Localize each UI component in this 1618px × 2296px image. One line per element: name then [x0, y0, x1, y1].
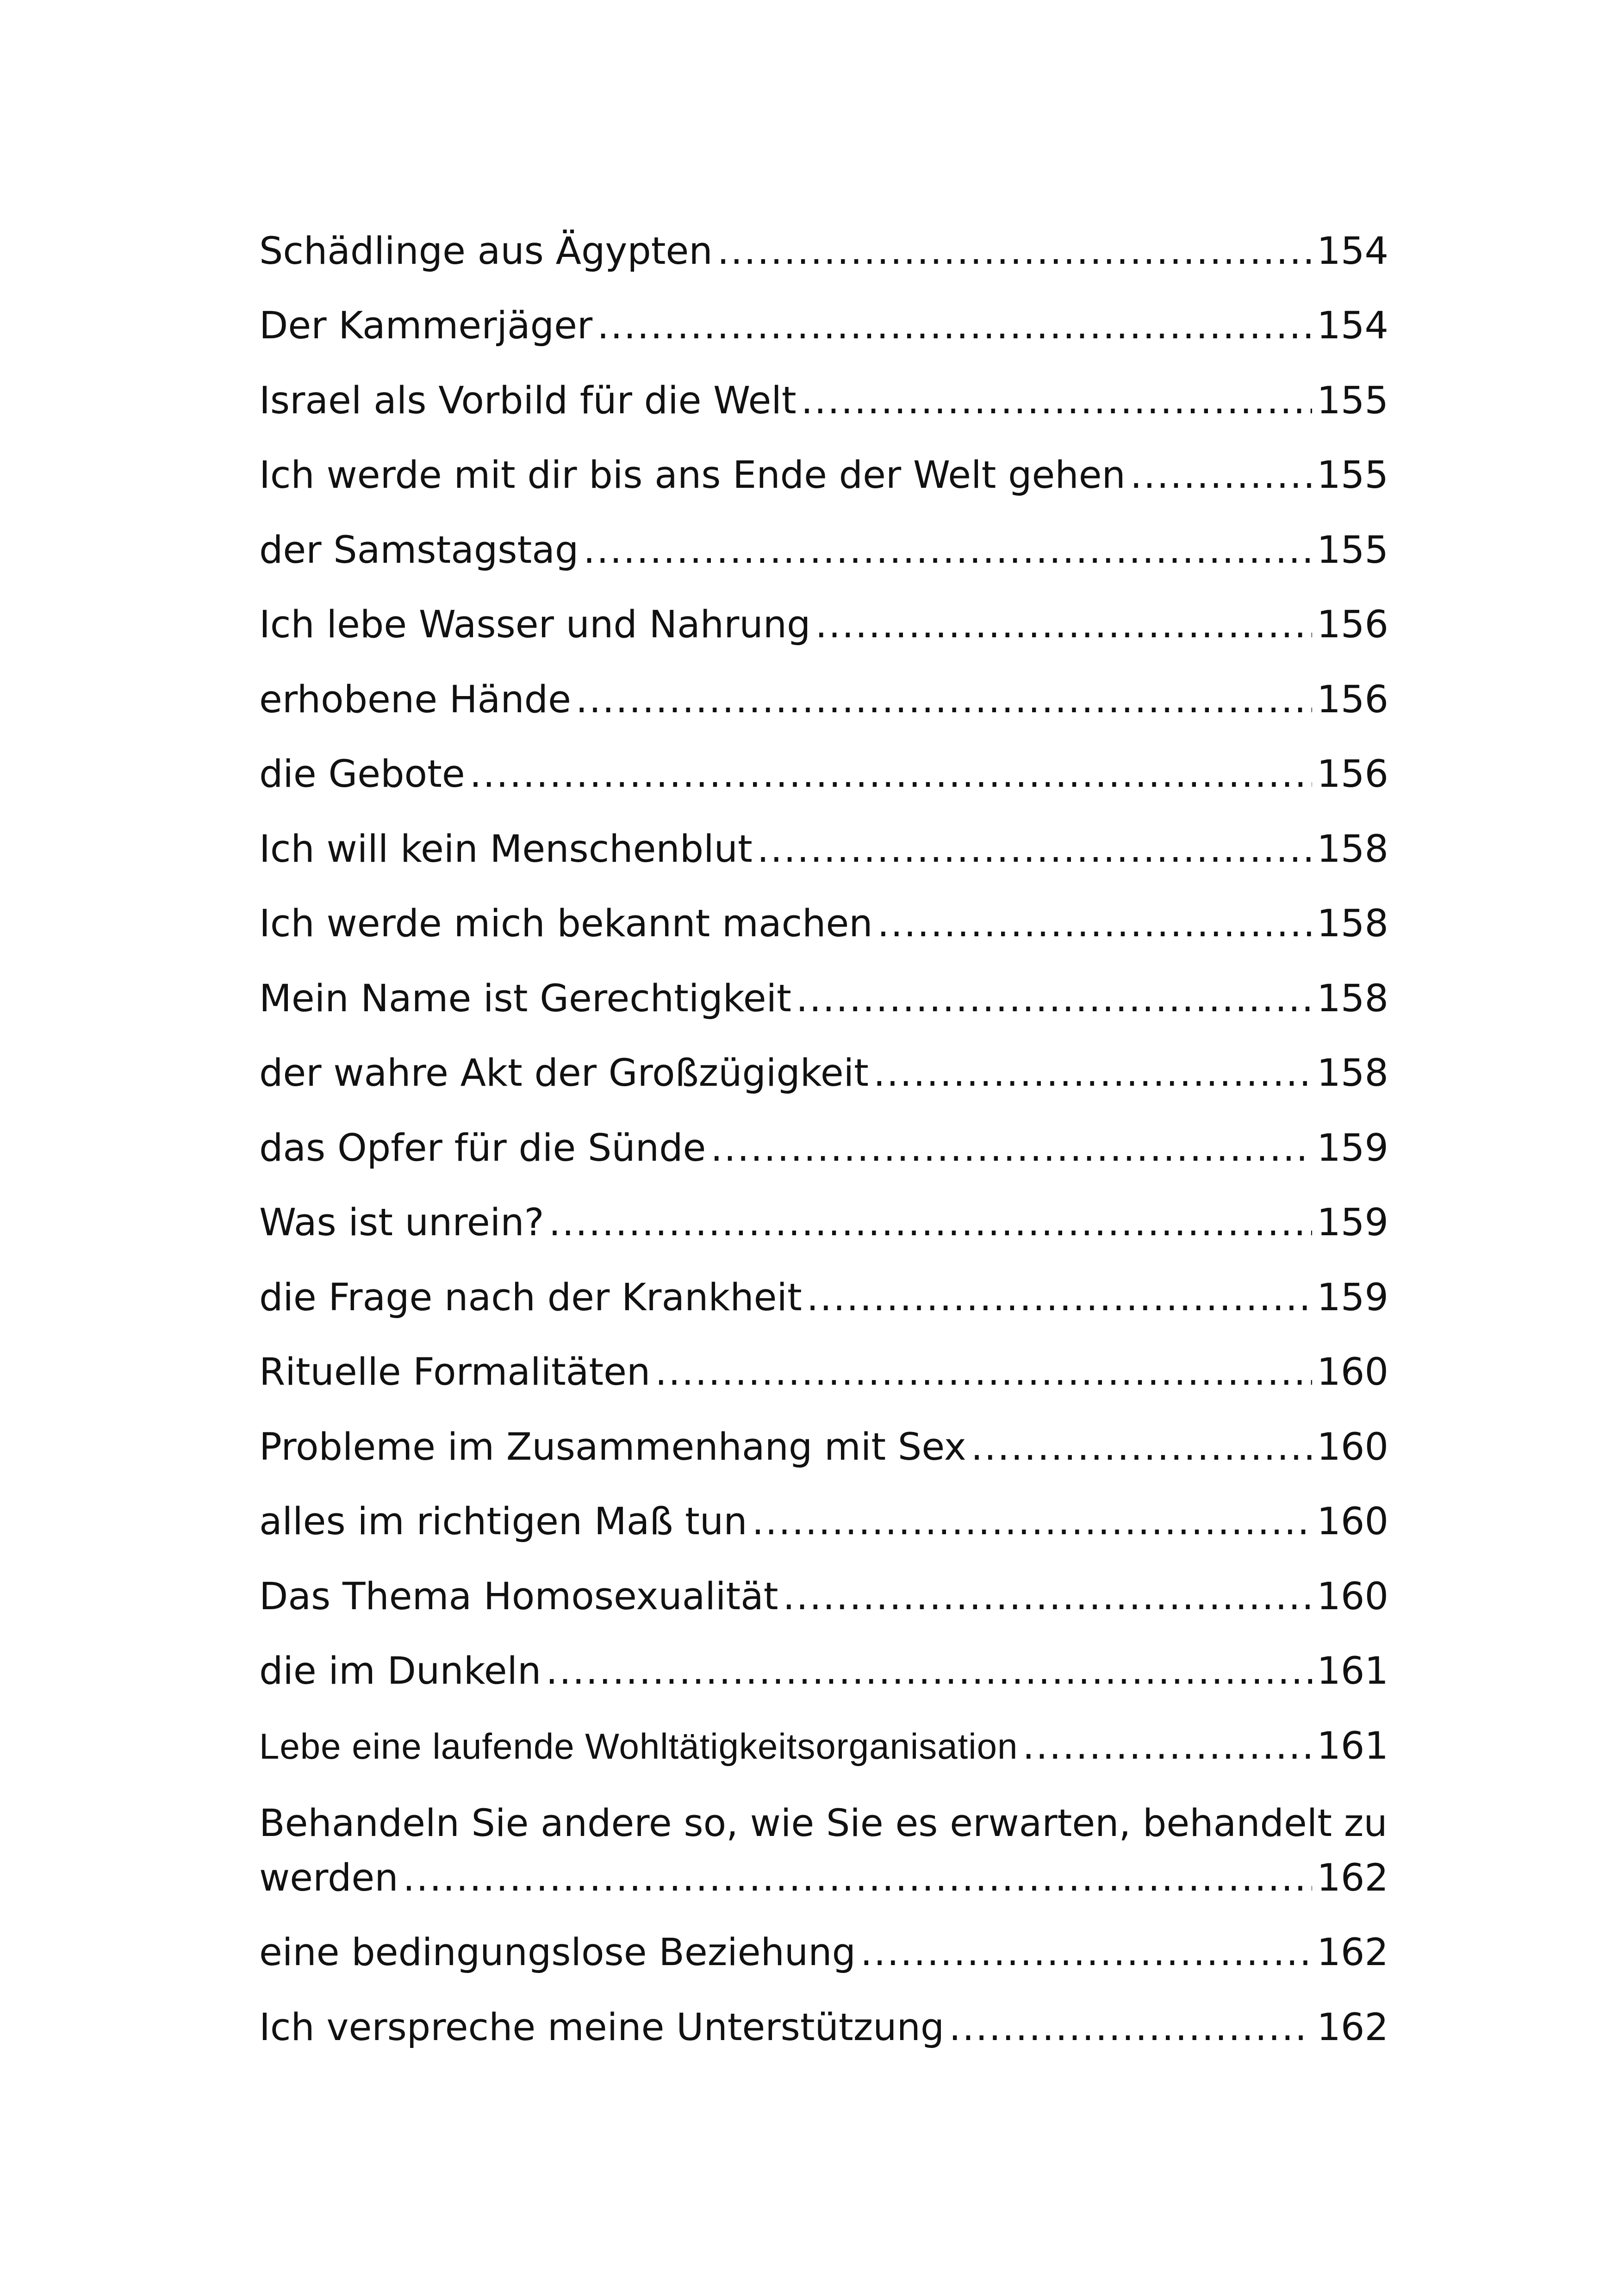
- toc-leader-dots: [757, 822, 1313, 877]
- toc-leader-dots: [807, 1270, 1313, 1325]
- toc-entry-page: 154: [1317, 229, 1388, 273]
- toc-leader-dots: [1130, 448, 1312, 503]
- toc-entry-page: 160: [1317, 1574, 1388, 1618]
- toc-entry-title: die Gebote: [259, 753, 465, 796]
- toc-entry[interactable]: [259, 1905, 1388, 1980]
- toc-entry-title: Rituelle Formalitäten: [259, 1350, 651, 1394]
- toc-entry-title: der wahre Akt der Großzügigkeit: [259, 1052, 869, 1095]
- toc-leader-dots: [710, 1121, 1312, 1176]
- toc-entry-page: 159: [1317, 1276, 1388, 1319]
- toc-entry-title-line2: werden: [259, 1856, 398, 1900]
- toc-entry[interactable]: [259, 353, 1388, 428]
- toc-entry-title: Ich werde mit dir bis ans Ende der Welt gehen: [259, 454, 1126, 497]
- toc-leader-dots: [873, 1046, 1312, 1101]
- toc-entry-title: Ich verspreche meine Unterstützung: [259, 2005, 945, 2049]
- toc-entry-title: Was ist unrein?: [259, 1201, 544, 1244]
- toc-entry-page: 159: [1317, 1201, 1388, 1244]
- toc-leader-dots: [801, 373, 1313, 428]
- toc-entry-page: 162: [1317, 2005, 1388, 2049]
- toc-entry-title-line1: Behandeln Sie andere so, wie Sie es erwarten, behandelt zu: [259, 1801, 1388, 1845]
- toc-entry-line2: [259, 1851, 1388, 1905]
- toc-entry-page: 156: [1317, 678, 1388, 722]
- toc-entry[interactable]: [259, 1624, 1388, 1699]
- toc-entry[interactable]: [259, 1325, 1388, 1400]
- toc-entry-page: 160: [1317, 1500, 1388, 1543]
- toc-leader-dots: [546, 1644, 1312, 1699]
- toc-entry[interactable]: [259, 951, 1388, 1026]
- toc-entry[interactable]: [259, 578, 1388, 653]
- toc-entry-page: 156: [1317, 603, 1388, 647]
- toc-entry[interactable]: [259, 1773, 1388, 1905]
- toc-entry-page: 158: [1317, 827, 1388, 871]
- toc-leader-dots: [815, 597, 1312, 652]
- toc-leader-dots: [583, 523, 1312, 578]
- toc-entry-title: Israel als Vorbild für die Welt: [259, 379, 797, 423]
- toc-leader-dots: [877, 896, 1313, 951]
- toc-entry[interactable]: [259, 428, 1388, 503]
- toc-entry[interactable]: [259, 1176, 1388, 1251]
- toc-leader-dots: [949, 2000, 1312, 2055]
- toc-entry-page: 161: [1317, 1649, 1388, 1693]
- toc-entry-title: die Frage nach der Krankheit: [259, 1276, 802, 1319]
- toc-entry-title: erhobene Hände: [259, 678, 571, 722]
- toc-entry-title: Mein Name ist Gerechtigkeit: [259, 977, 791, 1020]
- toc-entry-title: Ich will kein Menschenblut: [259, 827, 753, 871]
- toc-entry-page: 158: [1317, 902, 1388, 946]
- toc-entry[interactable]: [259, 652, 1388, 727]
- toc-leader-dots: [796, 971, 1313, 1026]
- toc-entry-page: 155: [1317, 379, 1388, 423]
- toc-entry-page: 158: [1317, 977, 1388, 1020]
- toc-entry-title: die im Dunkeln: [259, 1649, 541, 1693]
- toc-entry-title: eine bedingungslose Beziehung: [259, 1931, 856, 1974]
- toc-leader-dots: [717, 224, 1313, 279]
- toc-entry-title: Der Kammerjäger: [259, 304, 593, 348]
- toc-entry-title: Ich werde mich bekannt machen: [259, 902, 873, 946]
- toc-entry-page: 159: [1317, 1126, 1388, 1170]
- toc-leader-dots: [403, 1851, 1313, 1905]
- toc-entry-page: 160: [1317, 1350, 1388, 1394]
- toc-entry[interactable]: [259, 1250, 1388, 1325]
- toc-entry[interactable]: [259, 279, 1388, 354]
- toc-entry[interactable]: [259, 1699, 1388, 1773]
- toc-entry-page: 162: [1317, 1856, 1388, 1900]
- toc-entry-page: 156: [1317, 753, 1388, 796]
- toc-leader-dots: [470, 747, 1313, 802]
- toc-entry[interactable]: [259, 503, 1388, 578]
- toc-entry-page: 161: [1317, 1724, 1388, 1768]
- toc-entry[interactable]: [259, 1101, 1388, 1176]
- toc-entry-page: 160: [1317, 1425, 1388, 1469]
- toc-entry[interactable]: [259, 1400, 1388, 1475]
- toc-leader-dots: [752, 1494, 1313, 1549]
- toc-entry-title: Schädlinge aus Ägypten: [259, 229, 713, 273]
- toc-leader-dots: [860, 1925, 1312, 1980]
- toc-entry-title-block: [259, 1796, 1388, 1905]
- toc-entry[interactable]: [259, 877, 1388, 952]
- toc-entry-page: 155: [1317, 528, 1388, 572]
- toc-entry[interactable]: [259, 1549, 1388, 1624]
- toc-entry[interactable]: [259, 204, 1388, 279]
- toc-leader-dots: [655, 1345, 1312, 1400]
- toc-leader-dots: [1022, 1719, 1312, 1773]
- toc-entry[interactable]: [259, 1475, 1388, 1549]
- toc-entry[interactable]: [259, 1980, 1388, 2055]
- toc-entry-title: der Samstagstag: [259, 528, 579, 572]
- toc-leader-dots: [783, 1569, 1313, 1624]
- toc-entry-title: das Opfer für die Sünde: [259, 1126, 706, 1170]
- toc-entry[interactable]: [259, 1026, 1388, 1101]
- toc-entry-title: Das Thema Homosexualität: [259, 1574, 778, 1618]
- toc-leader-dots: [549, 1195, 1313, 1250]
- table-of-contents: [259, 204, 1388, 2055]
- toc-entry-title: Ich lebe Wasser und Nahrung: [259, 603, 811, 647]
- toc-leader-dots: [597, 299, 1312, 353]
- toc-leader-dots: [576, 672, 1312, 727]
- toc-entry-title: Lebe eine laufende Wohltätigkeitsorganisation: [259, 1725, 1018, 1767]
- toc-entry-page: 162: [1317, 1931, 1388, 1974]
- toc-entry-title: Probleme im Zusammenhang mit Sex: [259, 1425, 966, 1469]
- toc-leader-dots: [971, 1420, 1313, 1475]
- toc-entry-page: 154: [1317, 304, 1388, 348]
- toc-entry[interactable]: [259, 802, 1388, 877]
- toc-entry[interactable]: [259, 727, 1388, 802]
- toc-entry-page: 155: [1317, 454, 1388, 497]
- toc-entry-title: alles im richtigen Maß tun: [259, 1500, 747, 1543]
- toc-entry-page: 158: [1317, 1052, 1388, 1095]
